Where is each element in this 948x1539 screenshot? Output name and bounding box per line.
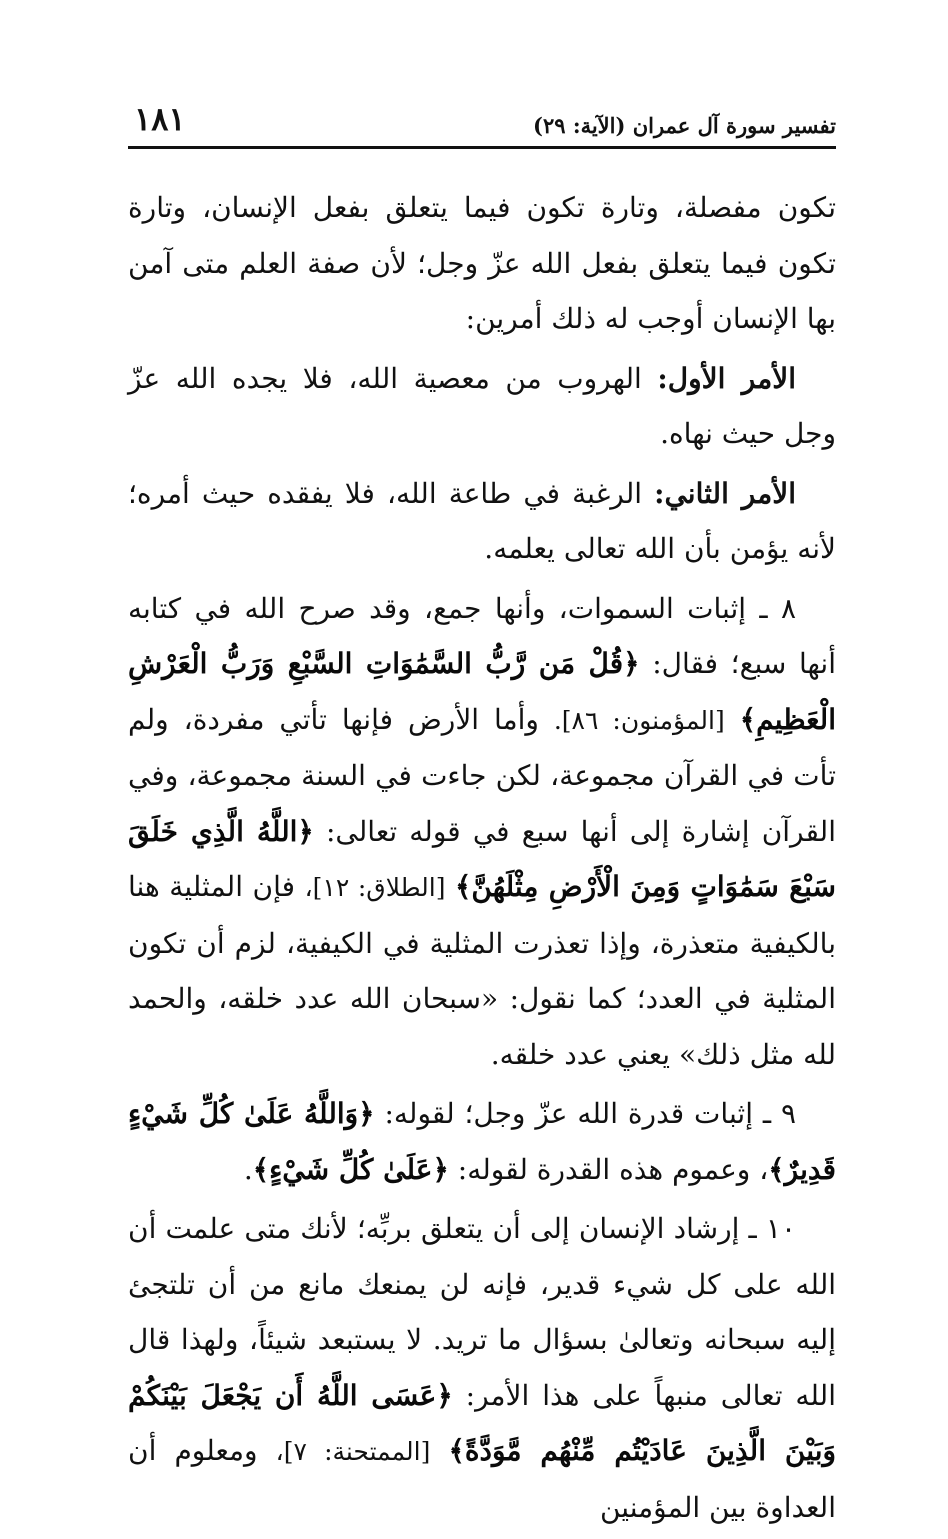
matter-term: الأمر الثاني:	[654, 476, 796, 510]
quran-verse: ﴿قُلْ مَن رَّبُّ السَّمَٰوَاتِ السَّبْعِ وَرَبُّ الْعَرْشِ الْعَظِيمِ﴾	[128, 647, 836, 736]
paragraph-point-8	[128, 581, 836, 1083]
verse-reference: [المؤمنون: ٨٦].	[553, 705, 725, 735]
paragraph-text: الرغبة في طاعة الله، فلا يفقده حيث أمره؛ لأنه يؤمن بأن الله تعالى يعلمه.	[128, 476, 836, 565]
paragraph-text: ٩ ـ إثبات قدرة الله عزّ وجل؛ لقوله:	[384, 1097, 797, 1130]
paragraph-text: الهروب من معصية الله، فلا يجده الله عزّ وجل حيث نهاه.	[128, 361, 836, 450]
verse-reference: [الممتحنة: ٧]،	[275, 1437, 431, 1466]
paragraph-second-matter	[128, 466, 836, 577]
paragraph-point-9	[128, 1086, 836, 1197]
paragraph-text: ومعلوم أن العداوة بين المؤمنين	[128, 1434, 836, 1524]
header-rule	[128, 146, 836, 149]
running-title: تفسير سورة آل عمران (الآية: ٢٩)	[533, 113, 836, 138]
paragraph-point-10	[128, 1201, 836, 1535]
paragraph-text: ، وعموم هذه القدرة لقوله:	[457, 1152, 769, 1186]
page-number: ١٨١	[134, 100, 186, 138]
paragraph-text: وأما الأرض فإنها تأتي مفردة، ولم تأت في القرآن مجموعة، لكن جاءت في السنة مجموعة، وفي القرآن إشارة إلى أنها سبع في قوله تعالى:	[128, 702, 836, 848]
page-body	[128, 180, 836, 1539]
verse-reference: [الطلاق: ١٢]،	[304, 873, 446, 902]
quran-verse: ﴿عَسَى اللَّهُ أَن يَجْعَلَ بَيْنَكُمْ وَبَيْنَ الَّذِينَ عَادَيْتُم مِّنْهُم مَّوَدَّةً﴾	[128, 1378, 837, 1467]
paragraph-text: .	[243, 1152, 253, 1186]
paragraph-text: تكون مفصلة، وتارة تكون فيما يتعلق بفعل الإنسان، وتارة تكون فيما يتعلق بفعل الله عزّ وجل؛ لأن صفة العلم متى آمن بها الإنسان أوجب له ذلك أمرين:	[128, 191, 836, 335]
quran-verse: ﴿وَاللَّهُ عَلَىٰ كُلِّ شَيْءٍ قَدِيرٌ﴾	[128, 1097, 836, 1186]
paragraph-text: فإن المثلية هنا بالكيفية متعذرة، وإذا تعذرت المثلية في الكيفية، لزم أن تكون المثلية في العدد؛ كما نقول: «سبحان الله عدد خلقه، والحمد لله مثل ذلك» يعني عدد خلقه.	[128, 870, 836, 1071]
page-header	[128, 98, 836, 146]
paragraph-text: ٨ ـ إثبات السموات، وأنها جمع، وقد صرح الله في كتابه أنها سبع؛ فقال:	[128, 591, 837, 680]
quran-verse: ﴿عَلَىٰ كُلِّ شَيْءٍ﴾	[252, 1152, 449, 1186]
paragraph-intro	[128, 180, 836, 347]
paragraph-first-matter	[128, 351, 836, 462]
paragraph-text: ١٠ ـ إرشاد الإنسان إلى أن يتعلق بربِّه؛ لأنك متى علمت أن الله على كل شيء قدير، فإنه لن يمنعك مانع من أن تلتجئ إليه سبحانه وتعالىٰ بسؤال ما تريد. لا يستبعد شيئاً، ولهذا قال الله تعالى منبهاً على هذا الأمر:	[128, 1212, 836, 1412]
quran-verse: ﴿اللَّهُ الَّذِي خَلَقَ سَبْعَ سَمَٰوَاتٍ وَمِنَ الْأَرْضِ مِثْلَهُنَّ﴾	[128, 814, 837, 903]
matter-term: الأمر الأول:	[657, 361, 796, 395]
